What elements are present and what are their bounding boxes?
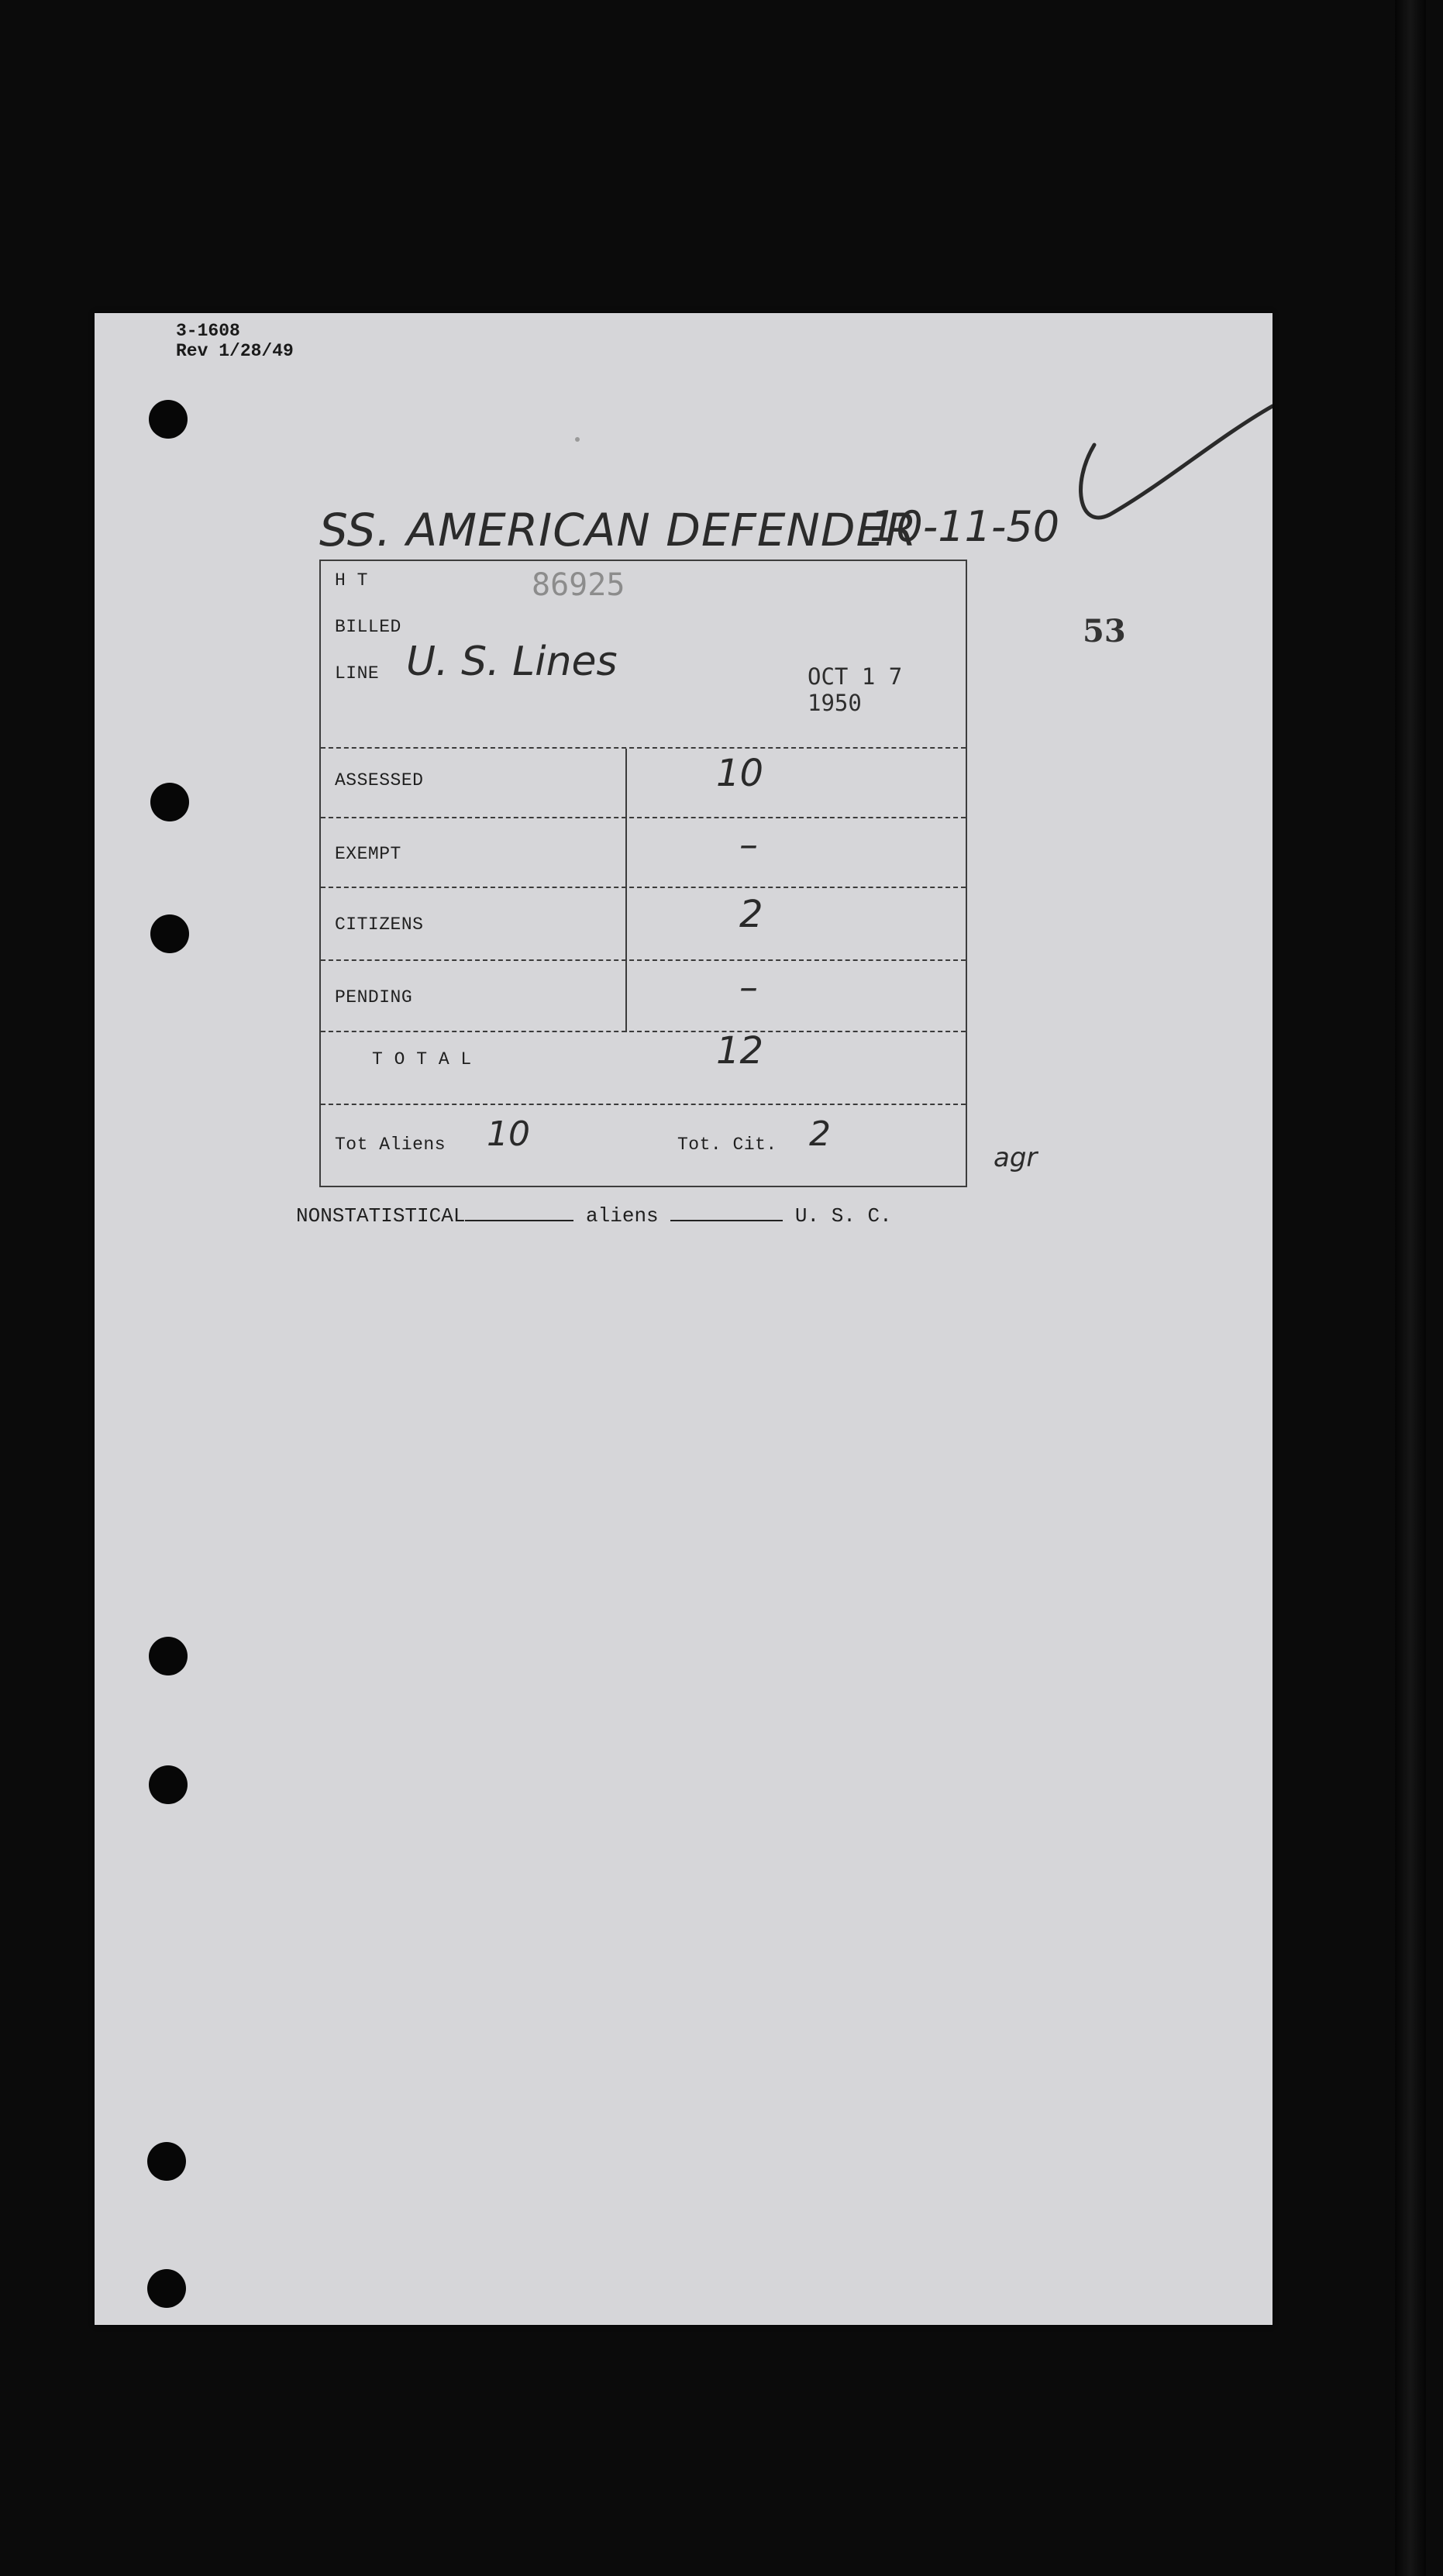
form-revision: Rev 1/28/49	[176, 341, 294, 361]
nonstatistical-blank	[465, 1217, 573, 1221]
nonstatistical-line	[296, 1204, 892, 1228]
binder-hole	[149, 400, 188, 439]
aliens-blank	[670, 1217, 783, 1221]
divider	[321, 817, 966, 818]
line-label: LINE	[335, 663, 380, 684]
clerk-initials: agr	[994, 1142, 1038, 1173]
tot-cit-label: Tot. Cit.	[677, 1135, 777, 1155]
row-label-exempt: EXEMPT	[335, 844, 401, 864]
received-date-stamp: OCT 1 7 1950	[808, 663, 903, 716]
row-value-exempt: –	[739, 823, 758, 866]
tot-cit-value: 2	[809, 1114, 831, 1154]
tot-aliens-value: 10	[487, 1114, 530, 1154]
tot-aliens-label: Tot Aliens	[335, 1135, 446, 1155]
binder-hole	[149, 1637, 188, 1675]
binder-hole	[149, 1765, 188, 1804]
row-value-assessed: 10	[716, 752, 764, 795]
form-code-number: 3-1608	[176, 321, 240, 341]
row-label-assessed: ASSESSED	[335, 770, 424, 790]
divider	[321, 747, 966, 749]
manifest-card	[95, 313, 1273, 2325]
form-code	[176, 321, 294, 361]
nonstatistical-label: NONSTATISTICAL	[296, 1204, 466, 1228]
tally-form	[319, 560, 967, 1187]
divider	[321, 959, 966, 961]
ship-name: SS. AMERICAN DEFENDER	[319, 504, 918, 556]
usc-label: U. S. C.	[794, 1204, 892, 1228]
paper-speck	[575, 437, 580, 442]
row-value-pending: –	[739, 966, 758, 1009]
manifest-date: 10-11-50	[870, 502, 1060, 551]
total-value: 12	[716, 1029, 764, 1073]
divider	[321, 1031, 966, 1032]
binder-hole	[147, 2269, 186, 2308]
binder-hole	[150, 914, 189, 953]
total-label: T O T A L	[372, 1049, 472, 1069]
row-label-citizens: CITIZENS	[335, 914, 424, 935]
divider	[321, 887, 966, 888]
aliens-label: aliens	[586, 1204, 659, 1228]
divider	[321, 1104, 966, 1105]
film-edge-right	[1395, 0, 1426, 2576]
page-number: 53	[1083, 613, 1126, 649]
row-label-pending: PENDING	[335, 987, 413, 1007]
binder-hole	[150, 783, 189, 821]
line-value: U. S. Lines	[406, 639, 618, 685]
column-divider	[625, 749, 627, 1032]
binder-hole	[147, 2142, 186, 2181]
row-value-citizens: 2	[739, 893, 763, 936]
stamped-number: 86925	[532, 567, 625, 603]
check-mark	[1017, 375, 1273, 546]
ht-label: H T	[335, 570, 368, 591]
billed-label: BILLED	[335, 617, 401, 637]
